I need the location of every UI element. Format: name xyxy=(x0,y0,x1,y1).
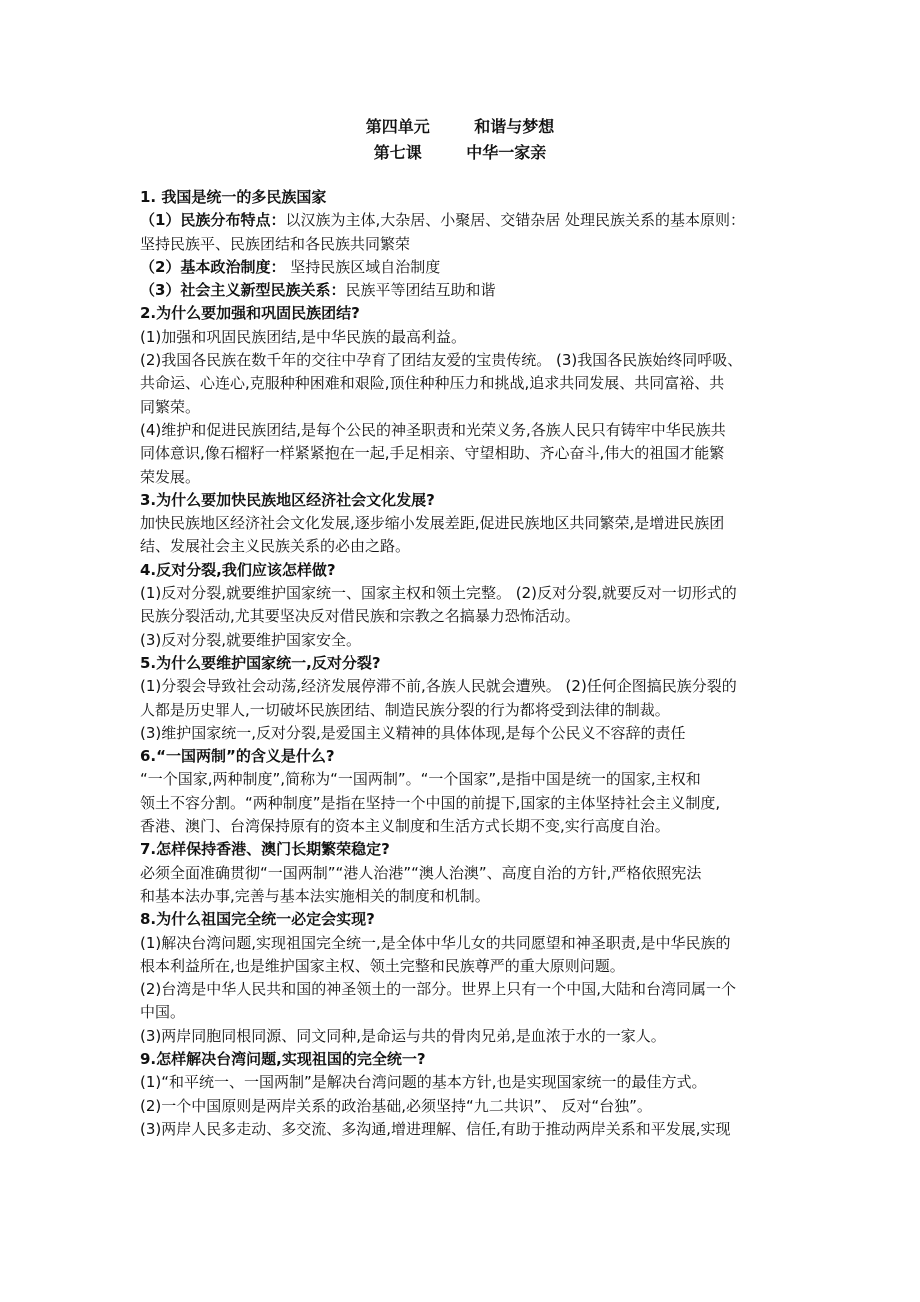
section-heading: 2.为什么要加强和巩固民族团结? xyxy=(140,304,360,323)
paragraph-line: (1)分裂会导致社会动荡,经济发展停滞不前,各族人民就会遭殃。 (2)任何企图搞民族分裂的 xyxy=(140,677,737,696)
paragraph-line: 加快民族地区经济社会文化发展,逐步缩小发展差距,促进民族地区共同繁荣,是增进民族团 xyxy=(140,514,725,533)
sub-item-text: 以汉族为主体,大杂居、小聚居、交错杂居 处理民族关系的基本原则： xyxy=(285,211,745,230)
paragraph-line: 坚持民族平、民族团结和各民族共同繁荣 xyxy=(140,234,411,253)
paragraph-line: (4)维护和促进民族团结,是每个公民的神圣职责和光荣义务,各族人民只有铸牢中华民族共 xyxy=(140,420,726,439)
paragraph-line: 中国。 xyxy=(140,1003,186,1022)
section-heading: 9.怎样解决台湾问题,实现祖国的完全统一? xyxy=(140,1049,426,1068)
paragraph-line: 人都是历史罪人,一切破坏民族团结、制造民族分裂的行为都将受到法律的制裁。 xyxy=(140,700,670,719)
paragraph-line: 必须全面准确贯彻“一国两制”“港人治港”“澳人治澳”、高度自治的方针,严格依照宪法 xyxy=(140,863,702,882)
paragraph-line: (1)加强和巩固民族团结,是中华民族的最高利益。 xyxy=(140,327,467,346)
paragraph-line: (1)“和平统一、一国两制”是解决台湾问题的基本方针,也是实现国家统一的最佳方式。 xyxy=(140,1073,707,1092)
sub-item xyxy=(140,209,780,232)
section-heading: 3.为什么要加快民族地区经济社会文化发展? xyxy=(140,490,435,509)
section-heading: 6.“一国两制”的含义是什么? xyxy=(140,747,335,766)
paragraph-line: 香港、澳门、台湾保持原有的资本主义制度和生活方式长期不变,实行高度自治。 xyxy=(140,817,670,836)
paragraph-line: (3)两岸同胞同根同源、同文同种,是命运与共的骨肉兄弟,是血浓于水的一家人。 xyxy=(140,1026,666,1045)
paragraph-line: (1)反对分裂,就要维护国家统一、国家主权和领土完整。 (2)反对分裂,就要反对一切形式的 xyxy=(140,584,737,603)
section-heading: 5.为什么要维护国家统一,反对分裂? xyxy=(140,653,381,672)
paragraph-line: 共命运、心连心,克服种种困难和艰险,顶住种种压力和挑战,追求共同发展、共同富裕、共 xyxy=(140,374,725,393)
sub-item xyxy=(140,279,780,302)
paragraph-line: 根本利益所在,也是维护国家主权、领土完整和民族尊严的重大原则问题。 xyxy=(140,956,625,975)
sub-item-text: 坚持民族区域自治制度 xyxy=(285,257,441,276)
unit-title: 第四单元 和谐与梦想 xyxy=(365,117,555,136)
paragraph-line: 同体意识,像石榴籽一样紧紧抱在一起,手足相亲、守望相助、齐心奋斗,伟大的祖国才能繁 xyxy=(140,444,725,463)
paragraph-line: 荣发展。 xyxy=(140,467,201,486)
sub-item-text: 民族平等团结互助和谐 xyxy=(345,281,496,300)
sub-item-label: （3）社会主义新型民族关系： xyxy=(140,281,346,300)
paragraph-line: 和基本法办事,完善与基本法实施相关的制度和机制。 xyxy=(140,886,490,905)
document-body xyxy=(140,186,780,1141)
sub-item xyxy=(140,256,780,279)
paragraph-line: (3)维护国家统一,反对分裂,是爱国主义精神的具体体现,是每个公民义不容辞的责任 xyxy=(140,723,686,742)
section-heading: 8.为什么祖国完全统一必定会实现? xyxy=(140,910,375,929)
paragraph-line: (2)我国各民族在数千年的交往中孕育了团结友爱的宝贵传统。 (3)我国各民族始终同呼吸、 xyxy=(140,351,743,370)
paragraph-line: 领土不容分割。“两种制度”是指在坚持一个中国的前提下,国家的主体坚持社会主义制度, xyxy=(140,793,721,812)
section-heading: 7.怎样保持香港、澳门长期繁荣稳定? xyxy=(140,840,390,859)
section-heading: 1. 我国是统一的多民族国家 xyxy=(140,188,327,206)
paragraph-line: 同繁荣。 xyxy=(140,397,201,416)
paragraph-line: (3)两岸人民多走动、多交流、多沟通,增进理解、信任,有助于推动两岸关系和平发展,实现 xyxy=(140,1119,731,1138)
paragraph-line: (2)一个中国原则是两岸关系的政治基础,必须坚持“九二共识”、 反对“台独”。 xyxy=(140,1096,652,1115)
sub-item-label: （1）民族分布特点： xyxy=(140,211,286,230)
lesson-title: 第七课 中华一家亲 xyxy=(373,143,547,162)
paragraph-line: (1)解决台湾问题,实现祖国完全统一,是全体中华儿女的共同愿望和神圣职责,是中华民族的 xyxy=(140,933,731,952)
paragraph-line: 结、发展社会主义民族关系的必由之路。 xyxy=(140,537,411,556)
sub-item-label: （2）基本政治制度： xyxy=(140,257,286,276)
paragraph-line: (3)反对分裂,就要维护国家安全。 xyxy=(140,630,362,649)
paragraph-line: 民族分裂活动,尤其要坚决反对借民族和宗教之名搞暴力恐怖活动。 xyxy=(140,607,580,626)
section-heading: 4.反对分裂,我们应该怎样做? xyxy=(140,560,336,579)
paragraph-line: (2)台湾是中华人民共和国的神圣领土的一部分。世界上只有一个中国,大陆和台湾同属一个 xyxy=(140,980,737,999)
paragraph-line: “一个国家,两种制度”,简称为“一国两制”。“一个国家”,是指中国是统一的国家,主权和 xyxy=(140,770,701,789)
